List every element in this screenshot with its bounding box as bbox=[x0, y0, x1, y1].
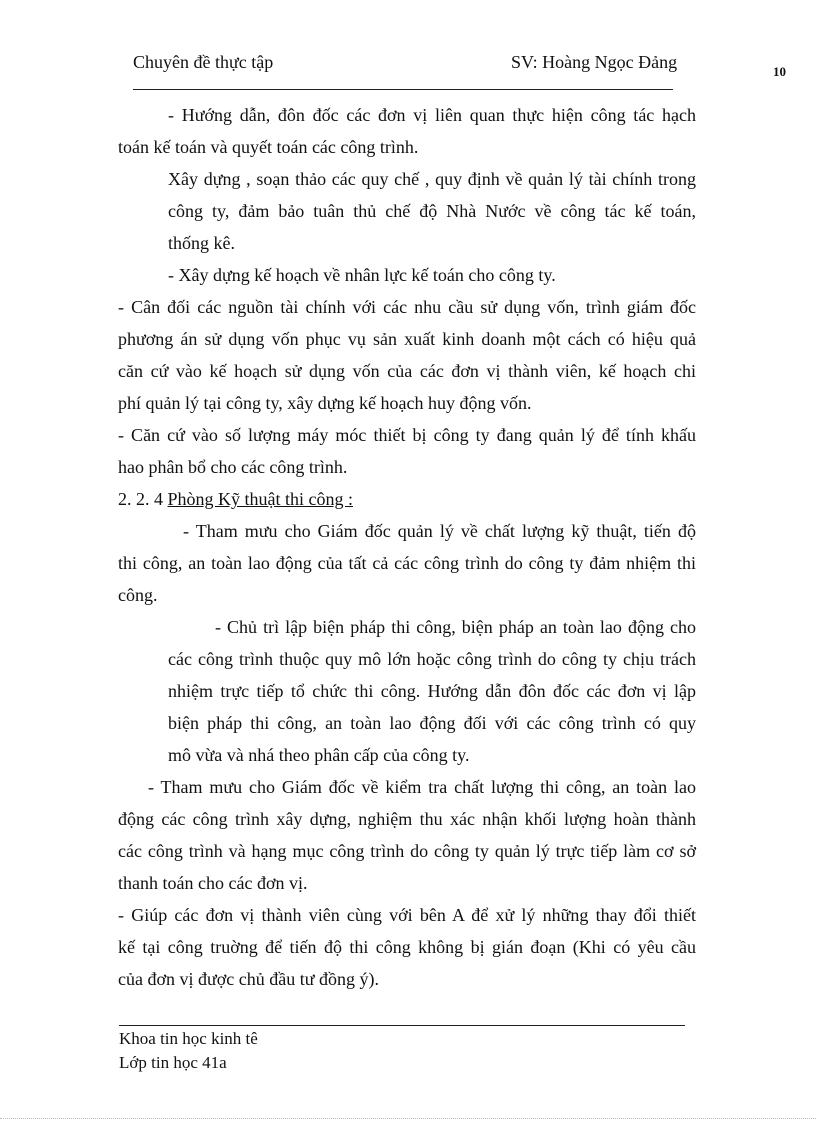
text-line: toán kế toán và quyết toán các công trình. bbox=[118, 137, 419, 157]
text-line: của đơn vị được chủ đầu tư đồng ý). bbox=[118, 969, 379, 989]
text-line: nhiệm trực tiếp tổ chức thi công. Hướng dẫn đôn đốc các đơn vị lập bbox=[168, 681, 696, 701]
text-line: thanh toán cho các đơn vị. bbox=[118, 873, 308, 893]
text-line: - Căn cứ vào số lượng máy móc thiết bị công ty đang quản lý để tính khấu bbox=[118, 425, 696, 445]
text-line: các công trình và hạng mục công trình do công ty quản lý trực tiếp làm cơ sở bbox=[118, 841, 696, 861]
text-line: thi công, an toàn lao động của tất cả các công trình do công ty đảm nhiệm thi bbox=[118, 553, 696, 573]
text-line: biện pháp thi công, an toàn lao động đối với các công trình có quy bbox=[168, 713, 696, 733]
text-line: - Cân đối các nguồn tài chính với các nhu cầu sử dụng vốn, trình giám đốc bbox=[118, 297, 696, 317]
text-line: phương án sử dụng vốn phục vụ sản xuất kinh doanh một cách có hiệu quả bbox=[118, 329, 696, 349]
text-line: - Giúp các đơn vị thành viên cùng với bên A để xử lý những thay đổi thiết bbox=[118, 905, 696, 925]
text-line: - Tham mưu cho Giám đốc quản lý về chất lượng kỹ thuật, tiến độ bbox=[183, 521, 696, 541]
section-heading bbox=[118, 487, 696, 511]
text-line: - Tham mưu cho Giám đốc về kiểm tra chất lượng thi công, an toàn lao bbox=[148, 777, 696, 797]
text-line: kế tại công truờng để tiến độ thi công không bị gián đoạn (Khi có yêu cầu bbox=[118, 937, 696, 957]
section-number: 2. 2. 4 bbox=[118, 489, 168, 509]
header-left: Chuyên đề thực tập bbox=[133, 52, 274, 72]
text-line: công. bbox=[118, 585, 158, 605]
text-line: phí quản lý tại công ty, xây dựng kế hoạch huy động vốn. bbox=[118, 393, 532, 413]
header-right: SV: Hoàng Ngọc Đảng bbox=[511, 52, 678, 72]
text-line: thống kê. bbox=[168, 233, 235, 253]
footer-faculty: Khoa tin học kinh tê bbox=[119, 1029, 258, 1048]
text-line: động các công trình xây dựng, nghiệm thu xác nhận khối lượng hoàn thành bbox=[118, 809, 696, 829]
page-number: 10 bbox=[773, 64, 786, 79]
text-line: mô vừa và nhá theo phân cấp của công ty. bbox=[168, 745, 470, 765]
text-line: Xây dựng , soạn thảo các quy chế , quy định về quản lý tài chính trong bbox=[168, 169, 696, 189]
text-line: các công trình thuộc quy mô lớn hoặc công trình do công ty chịu trách bbox=[168, 649, 696, 669]
section-title: Phòng Kỹ thuật thi công : bbox=[167, 489, 353, 509]
text-line: căn cứ vào kế hoạch sử dụng vốn của các đơn vị thành viên, kế hoạch chi bbox=[118, 361, 696, 381]
text-line: - Xây dựng kế hoạch về nhân lực kế toán cho công ty. bbox=[168, 265, 556, 285]
text-line: hao phân bổ cho các công trình. bbox=[118, 457, 348, 477]
scan-edge bbox=[0, 1118, 816, 1122]
text-line: - Hướng dẫn, đôn đốc các đơn vị liên quan thực hiện công tác hạch bbox=[168, 105, 696, 125]
footer-class: Lớp tin học 41a bbox=[119, 1053, 227, 1072]
footer-rule bbox=[119, 1025, 685, 1026]
text-line: công ty, đảm bảo tuân thủ chế độ Nhà Nước về công tác kế toán, bbox=[168, 201, 696, 221]
header-rule bbox=[133, 89, 673, 90]
text-line: - Chủ trì lập biện pháp thi công, biện pháp an toàn lao động cho bbox=[215, 617, 696, 637]
